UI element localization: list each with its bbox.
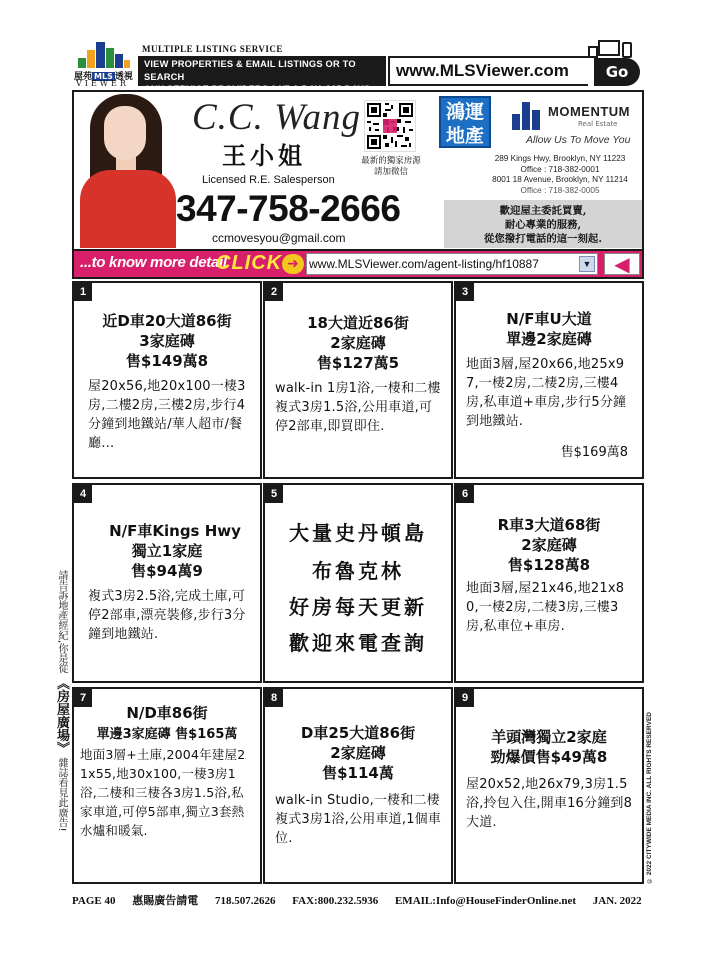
listing-price: 售$169萬8 xyxy=(560,445,628,460)
listing-card-6[interactable] xyxy=(454,483,644,683)
magazine-name: 《房屋廣場》 xyxy=(54,676,69,755)
side-note: 請告訴地產經紀,你是從 《房屋廣場》 雜誌看見此廣告! xyxy=(54,570,69,832)
listing-number: 8 xyxy=(265,689,283,707)
listing-type: 單邊2家庭磚 xyxy=(506,330,592,348)
listing-description: 屋20x52,地26x79,3房1.5浴,拎包入住,開車16分鐘到8大道. xyxy=(466,777,633,830)
footer-phone: 718.507.2626 xyxy=(215,895,276,907)
logo-mls-badge: MLS xyxy=(94,72,113,81)
copyright-notice: © 2022 CITYWIDE MEDIA INC. ALL RIGHTS RESERVED xyxy=(646,712,653,885)
city-skyline-icon xyxy=(76,42,132,68)
page-footer xyxy=(72,892,644,908)
listing-type: 獨立1家庭 xyxy=(131,542,203,560)
listing-price: 售$127萬5 xyxy=(316,354,400,372)
listing-location: 18大道近86街 xyxy=(307,314,409,332)
listing-card-2[interactable] xyxy=(263,281,453,479)
listing-type: 2家庭磚 xyxy=(330,744,386,762)
listing-card-9[interactable] xyxy=(454,687,644,884)
office-addresses xyxy=(480,154,640,196)
back-arrow-icon[interactable]: ◀ xyxy=(604,253,640,275)
ad-label: 惠賜廣告請電 xyxy=(132,895,199,907)
service-description xyxy=(138,56,386,94)
logo-cn-text: 屋苑 MLS 透視 xyxy=(74,72,133,82)
service-line-1: VIEW PROPERTIES & EMAIL LISTINGS OR TO SEARCH xyxy=(144,59,356,82)
office-1-address: 289 Kings Hwy, Brooklyn, NY 11223 xyxy=(494,154,626,163)
agent-name-chinese: 王小姐 xyxy=(222,142,306,170)
logo-en-text: VIEWER xyxy=(76,79,129,88)
office-2-address: 8001 18 Avenue, Brooklyn, NY 11214 xyxy=(492,175,628,185)
listing-location: D車25大道86街 xyxy=(300,724,416,742)
listing-location: N/D車86街 xyxy=(126,704,208,722)
listing-description: walk-in 1房1浴,一棲和二樓複式3房1.5浴,公用車道,可停2部車,即買即住. xyxy=(275,381,441,434)
office-2-phone: Office : 718-382-0005 xyxy=(520,185,600,195)
office-1-phone: Office : 718-382-0001 xyxy=(520,164,600,174)
mls-viewer-banner xyxy=(72,38,640,94)
listing-type: 2家庭磚 xyxy=(330,334,386,352)
listing-price: 售$114萬 xyxy=(322,764,394,782)
qr-caption: 最新的獨家房源 請加微信 xyxy=(361,156,421,177)
listing-card-4[interactable] xyxy=(72,483,262,683)
listing-location: 近D車20大道86街 xyxy=(102,312,232,330)
listing-type: 2家庭磚 xyxy=(521,536,577,554)
listing-price: 售$94萬9 xyxy=(131,562,203,580)
agent-license: Licensed R.E. Salesperson xyxy=(202,174,335,186)
listing-description: 地面3層+土庫,2004年建屋21x55,地30x100,一棲3房1浴,二棲和三棲各3房1.5浴,私家車道,可停5部車,獨立3套熱水爐和暖氣. xyxy=(80,747,246,838)
listing-description: walk-in Studio,一棲和二棲複式3房1浴,公用車道,1個車位. xyxy=(275,793,442,846)
brokerage-tagline: Allow Us To Move You xyxy=(526,134,631,146)
agent-email[interactable]: ccmovesyou@gmail.com xyxy=(212,231,346,245)
listing-card-7[interactable] xyxy=(72,687,262,884)
listing-number: 5 xyxy=(265,485,283,503)
tablet-icon xyxy=(588,46,598,58)
listing-type: 3家庭磚 xyxy=(139,332,195,350)
listing-location: 羊頭灣獨立2家庭 xyxy=(491,728,607,746)
agent-phone[interactable]: 347-758-2666 xyxy=(176,188,401,229)
listing-location: R車3大道68街 xyxy=(497,516,601,534)
service-title: MULTIPLE LISTING SERVICE xyxy=(142,44,283,54)
listing-type-price: 勁爆價售$49萬8 xyxy=(490,748,608,766)
mls-viewer-logo xyxy=(72,38,136,88)
listing-url-text: www.MLSViewer.com/agent-listing/hf10887 xyxy=(309,257,539,271)
listing-number: 3 xyxy=(456,283,474,301)
click-label[interactable]: CLICK xyxy=(216,252,283,274)
agent-photo xyxy=(80,94,176,248)
wechat-qr-code xyxy=(364,100,416,152)
go-button[interactable]: Go xyxy=(594,58,640,86)
listing-description: 地面3層,屋21x46,地21x80,一棲2房,二棲3房,三樓3房,私車位+車房. xyxy=(466,581,625,634)
listing-price: 售$128萬8 xyxy=(507,556,591,574)
arrow-right-icon[interactable]: ➜ xyxy=(282,254,304,274)
listing-price: 售$149萬8 xyxy=(125,352,209,370)
click-bar-lead: ...to know more detail xyxy=(80,254,227,271)
dropdown-arrow-icon[interactable]: ▼ xyxy=(579,256,595,272)
listing-number: 6 xyxy=(456,485,474,503)
welcome-message: 歡迎屋主委託買賣, 耐心專業的服務, 從您撥打電話的這一刻起. xyxy=(444,200,642,248)
site-url-link[interactable]: www.MLSViewer.com xyxy=(388,56,588,86)
devices-illustration xyxy=(588,38,640,88)
listing-location: N/F車Kings Hwy xyxy=(109,522,241,540)
listing-card-3[interactable] xyxy=(454,281,644,479)
listing-url-field[interactable] xyxy=(306,253,598,275)
listing-number: 9 xyxy=(456,689,474,707)
agent-name-english: C.C. Wang xyxy=(192,97,362,138)
footer-fax: FAX:800.232.5936 xyxy=(292,895,379,907)
listing-number: 2 xyxy=(265,283,283,301)
building-icon xyxy=(512,102,544,130)
brokerage-name: MOMENTUM xyxy=(548,104,630,119)
brokerage-chinese-logo: 鴻運 地產 xyxy=(439,96,491,148)
issue-date: JAN. 2022 xyxy=(592,895,642,907)
promo-line-4: 歡迎來電查詢 xyxy=(289,631,427,655)
phone-icon xyxy=(622,42,632,58)
agent-card xyxy=(72,90,644,250)
listing-number: 4 xyxy=(74,485,92,503)
momentum-logo xyxy=(512,98,638,148)
service-line-2: ANY SERVICE PROVIDERS 24/7 A DAY, 365 DAYS xyxy=(144,84,371,94)
listing-location: N/F車U大道 xyxy=(506,310,592,328)
listing-card-1[interactable] xyxy=(72,281,262,479)
listing-card-8[interactable] xyxy=(263,687,453,884)
listing-type-price: 單邊3家庭磚 售$165萬 xyxy=(96,727,238,742)
click-bar xyxy=(72,249,644,279)
promo-line-2: 布魯克林 xyxy=(312,559,404,583)
promo-line-3: 好房每天更新 xyxy=(289,595,427,619)
promo-line-1: 大量史丹頓島 xyxy=(289,521,427,545)
page-number: PAGE 40 xyxy=(72,895,116,907)
listing-description: 地面3層,屋20x66,地25x97,一棲2房,二棲2房,三樓4房,私車道+車房,步行5分鐘到地鐵站. xyxy=(466,357,627,429)
listing-description: 複式3房2.5浴,完成土庫,可停2部車,漂亮裝修,步行3分鐘到地鐵站. xyxy=(88,589,246,642)
brokerage-sub: Real Estate xyxy=(578,120,618,128)
listing-number: 7 xyxy=(74,689,92,707)
listing-number: 1 xyxy=(74,283,92,301)
footer-email[interactable]: EMAIL:Info@HouseFinderOnline.net xyxy=(394,895,577,907)
listing-description: 屋20x56,地20x100一棲3房,二樓2房,三樓2房,步行4分鐘到地鐵站/華人超市/餐廳… xyxy=(88,379,246,451)
laptop-icon xyxy=(598,40,620,56)
promo-card-5[interactable] xyxy=(263,483,453,683)
